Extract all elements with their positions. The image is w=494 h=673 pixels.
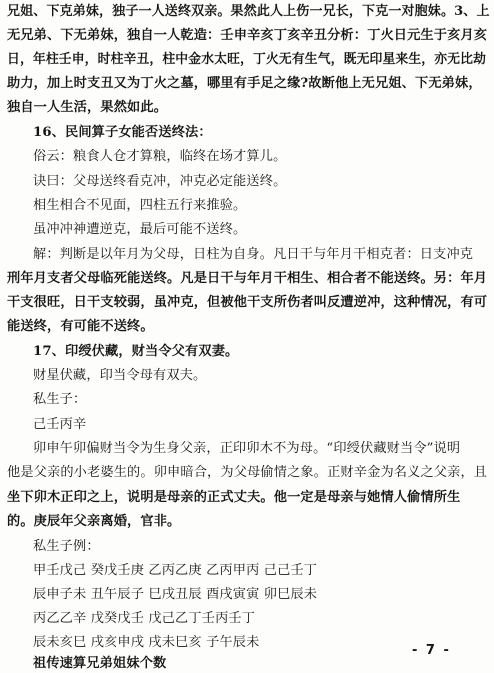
section-heading: 祖传速算兄弟姐妹个数 — [33, 656, 167, 671]
bazi-row: 辰未亥巳 戌亥申戌 戌未巳亥 子午辰未 — [33, 635, 260, 650]
text-line: 卯申午卯偏财当令为生身父亲，正印卯木不为母。“印绶伏藏财当令”说明 — [33, 441, 461, 456]
text-line: 俗云：粮食人仓才算粮，临终在场才算儿。 — [33, 149, 287, 164]
section-heading: 17、印绶伏藏，财当令父有双妻。 — [33, 344, 239, 359]
page-number: - 7 - — [412, 643, 451, 658]
text-line: 私生子例： — [33, 539, 100, 554]
text-line: 坐下卯木正印之上，说明是母亲的正式丈夫。他一定是母亲与她情人偷情所生 — [7, 490, 461, 505]
text-line: 诀曰：父母送终看克冲，冲克必定能送终。 — [33, 174, 287, 189]
text-line: 独自一人生活，果然如此。 — [7, 100, 168, 115]
text-line: 刑年月支者父母临死能送终。凡是日干与年月干相生、相合者不能送终。另：年月 — [7, 271, 488, 286]
text-line: 的。庚辰年父亲离婚，官非。 — [7, 514, 181, 529]
text-line: 助力，加上时支丑又为丁火之墓，哪里有手足之缘?故断他上无兄姐、下无弟妹， — [7, 76, 482, 91]
text-line: 干支很旺，日干支较弱，虽冲克，但被他干支所伤者叫反遭逆冲，这种情况，有可 — [7, 295, 488, 310]
text-line: 日，年柱壬申，时柱辛丑，柱中金水太旺，丁火无有生气，既无印星来生，亦无比劫 — [7, 52, 487, 67]
text-line: 相生相合不见面，四柱五行来推验。 — [33, 198, 247, 213]
text-line: 兄姐、下克弟妹，独子一人送终双亲。果然此人上伤一兄长，下克一对胞妹。3、上 — [7, 4, 490, 19]
bazi-row: 丙乙乙辛 戊癸戊壬 戊己乙丁壬丙壬丁 — [33, 611, 256, 626]
text-line: 能送终，有可能不送终。 — [7, 319, 154, 334]
text-line: 无兄弟、下无弟妹，独自一人乾造：壬申辛亥丁亥辛丑分析：丁火日元生于亥月亥 — [7, 28, 488, 43]
text-line: 私生子： — [33, 392, 87, 407]
section-heading: 16、民间算子女能否送终法： — [33, 125, 212, 140]
bazi-row: 甲壬戊己 癸戊壬庚 乙丙乙庚 乙丙甲丙 己己壬丁 — [33, 563, 318, 578]
text-line: 己壬丙辛 — [33, 417, 87, 432]
text-line: 财星伏藏，印当令母有双夫。 — [33, 368, 207, 383]
text-line: 解：判断是以年月为父母，日柱为自身。凡日干与年月干相克者：日支冲克 — [33, 247, 474, 262]
bazi-row: 辰申子未 丑午辰子 巳戌丑辰 酉戌寅寅 卯巳辰未 — [33, 587, 318, 602]
text-line: 虽冲冲神遭逆克，最后可能不送终。 — [33, 222, 247, 237]
text-line: 他是父亲的小老婆生的。卯申暗合，为父母偷情之象。正财辛金为名义之父亲，且 — [7, 465, 488, 480]
